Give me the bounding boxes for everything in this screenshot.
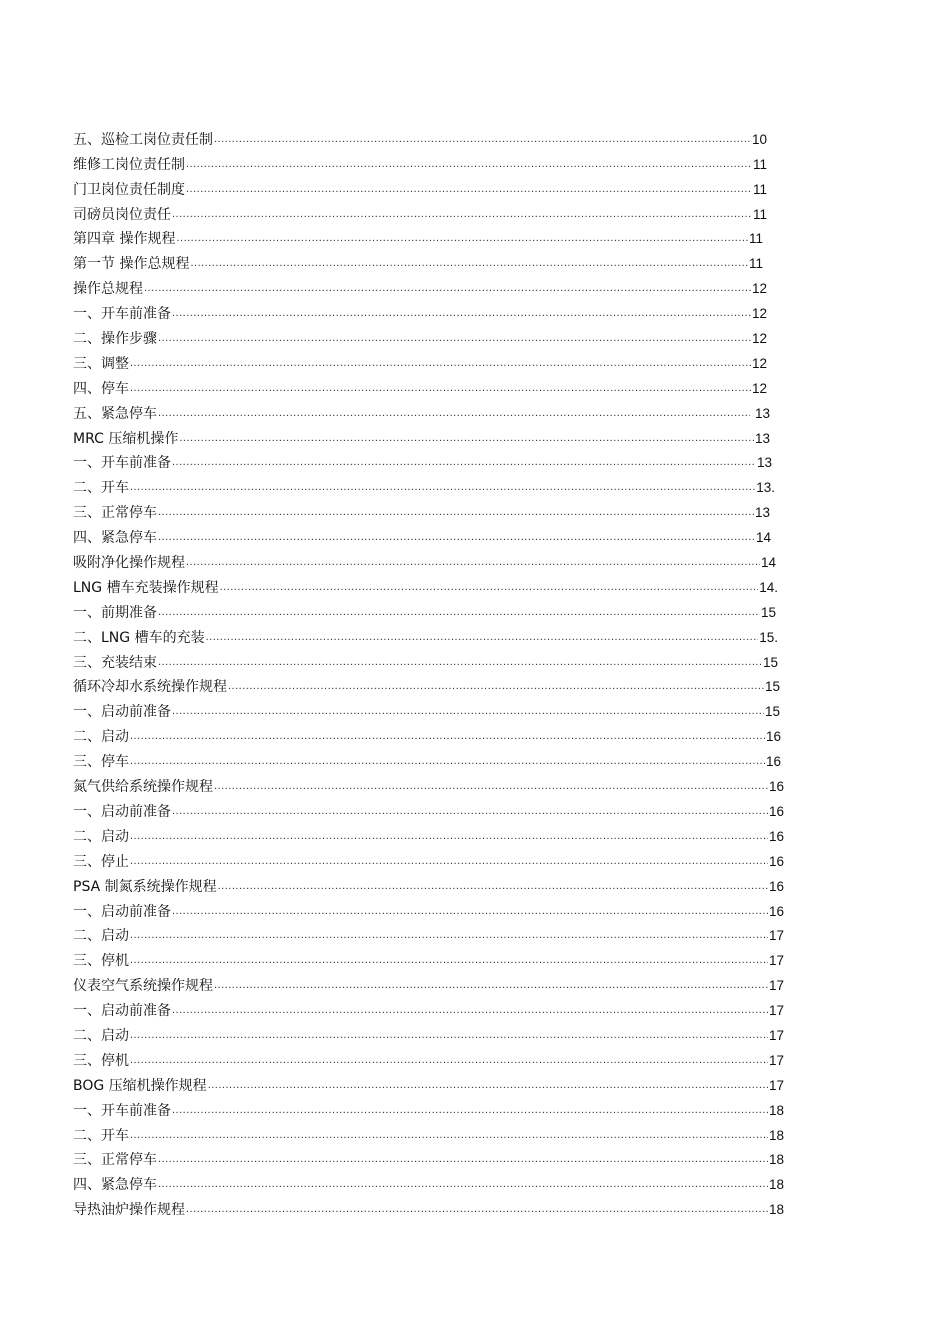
toc-entry-title: BOG 压缩机操作规程 — [73, 1077, 207, 1094]
toc-dot-leader — [130, 381, 751, 395]
toc-entry-title: 一、开车前准备 — [73, 1102, 171, 1119]
toc-entry-title: 四、停车 — [73, 380, 129, 397]
toc-entry-title: 三、停机 — [73, 953, 129, 970]
toc-dot-leader — [220, 580, 759, 594]
toc-entry[interactable] — [73, 472, 775, 497]
toc-entry[interactable] — [73, 896, 784, 921]
toc-entry[interactable] — [73, 547, 776, 572]
toc-entry-page-number: 17 — [768, 1052, 784, 1068]
toc-entry[interactable] — [73, 373, 767, 398]
toc-entry[interactable] — [73, 423, 770, 448]
toc-dot-leader — [130, 928, 768, 942]
toc-entry-page-number: 12 — [751, 331, 767, 347]
toc-entry-page-number: 17 — [768, 1027, 784, 1043]
toc-entry-title: 三、停止 — [73, 853, 129, 870]
toc-dot-leader — [186, 1202, 768, 1216]
toc-entry-title: 一、开车前准备 — [73, 306, 171, 323]
toc-entry[interactable] — [73, 1194, 784, 1219]
toc-entry-page-number: 15 — [764, 704, 780, 720]
toc-entry-title: 五、紧急停车 — [73, 405, 157, 422]
toc-entry-page-number: 11 — [752, 181, 767, 197]
toc-dot-leader — [130, 480, 755, 494]
toc-dot-leader — [172, 1003, 768, 1017]
toc-entry-page-number: 11 — [752, 206, 767, 222]
toc-entry-page-number: 16 — [765, 729, 781, 745]
toc-dot-leader — [206, 630, 759, 644]
toc-dot-leader — [130, 829, 768, 843]
toc-entry-title: 吸附净化操作规程 — [73, 555, 185, 572]
toc-dot-leader — [130, 1028, 768, 1042]
toc-entry[interactable] — [73, 945, 784, 970]
toc-entry-title: 操作总规程 — [73, 281, 143, 298]
toc-dot-leader — [186, 157, 752, 171]
toc-dot-leader — [158, 1152, 768, 1166]
toc-entry[interactable] — [73, 672, 780, 697]
toc-entry[interactable] — [73, 1095, 784, 1120]
toc-entry-title: 三、正常停车 — [73, 505, 157, 522]
toc-entry-page-number: 15 — [760, 604, 776, 620]
toc-dot-leader — [218, 879, 768, 893]
toc-dot-leader — [179, 431, 754, 445]
toc-dot-leader — [130, 1128, 768, 1142]
toc-entry-title: 二、开车 — [73, 480, 129, 497]
toc-entry[interactable] — [73, 572, 778, 597]
toc-entry[interactable] — [73, 871, 784, 896]
toc-entry-title: 一、开车前准备 — [73, 455, 171, 472]
toc-entry-title: 五、巡检工岗位责任制 — [73, 131, 213, 148]
toc-dot-leader — [130, 754, 765, 768]
toc-entry-page-number: 15 — [764, 679, 780, 695]
toc-entry-title: 一、启动前准备 — [73, 704, 171, 721]
toc-entry-page-number: 18 — [768, 1152, 784, 1168]
toc-entry[interactable] — [73, 1169, 784, 1194]
toc-entry[interactable] — [73, 696, 780, 721]
toc-entry-title: 循环冷却水系统操作规程 — [73, 679, 227, 696]
toc-entry-title: PSA 制氮系统操作规程 — [73, 878, 217, 895]
toc-entry[interactable] — [73, 921, 784, 946]
toc-entry[interactable] — [73, 746, 781, 771]
toc-entry-page-number: 11 — [748, 256, 763, 272]
toc-entry-page-number: 16 — [768, 828, 784, 844]
toc-dot-leader — [214, 978, 768, 992]
toc-entry[interactable] — [73, 1145, 784, 1170]
toc-entry-page-number: 12 — [751, 355, 767, 371]
toc-dot-leader — [158, 406, 750, 420]
toc-entry-page-number: 15. — [759, 629, 778, 645]
toc-entry[interactable] — [73, 1020, 784, 1045]
toc-entry[interactable] — [73, 323, 767, 348]
toc-entry-page-number: 17 — [768, 953, 784, 969]
toc-dot-leader — [228, 679, 764, 693]
toc-entry-title: 四、紧急停车 — [73, 1177, 157, 1194]
toc-entry-title: LNG 槽车充装操作规程 — [73, 579, 219, 596]
toc-entry-title: MRC 压缩机操作 — [73, 430, 179, 447]
toc-entry-title: 三、正常停车 — [73, 1152, 157, 1169]
toc-dot-leader — [186, 555, 760, 569]
toc-entry-title: 二、启动 — [73, 828, 129, 845]
toc-entry-title: 维修工岗位责任制 — [73, 156, 185, 173]
toc-dot-leader — [158, 605, 760, 619]
toc-dot-leader — [158, 655, 762, 669]
toc-entry-page-number: 17 — [768, 978, 784, 994]
toc-dot-leader — [130, 729, 765, 743]
toc-entry[interactable] — [73, 622, 778, 647]
toc-dot-leader — [176, 231, 748, 245]
toc-entry-title: 二、操作步骤 — [73, 331, 157, 348]
toc-entry-page-number: 17 — [768, 1077, 784, 1093]
toc-entry-page-number: 13 — [754, 430, 770, 446]
toc-entry-title: 司磅员岗位责任 — [73, 206, 171, 223]
toc-entry-title: 仪表空气系统操作规程 — [73, 978, 213, 995]
toc-entry-page-number: 14. — [759, 579, 778, 595]
toc-entry-page-number: 12 — [751, 281, 767, 297]
toc-entry[interactable] — [73, 398, 770, 423]
toc-entry-page-number: 12 — [751, 306, 767, 322]
toc-entry-page-number: 18 — [768, 1202, 784, 1218]
toc-entry[interactable] — [73, 1070, 784, 1095]
toc-entry-page-number: 16 — [765, 754, 781, 770]
toc-dot-leader — [214, 132, 751, 146]
toc-dot-leader — [130, 953, 768, 967]
toc-entry[interactable] — [73, 273, 767, 298]
toc-entry[interactable] — [73, 248, 763, 273]
toc-entry-page-number: 18 — [768, 1177, 784, 1193]
toc-entry-title: 第四章 操作规程 — [73, 231, 176, 248]
toc-entry-title: 门卫岗位责任制度 — [73, 181, 185, 198]
toc-dot-leader — [144, 281, 751, 295]
toc-dot-leader — [130, 356, 751, 370]
toc-entry[interactable] — [73, 348, 767, 373]
toc-dot-leader — [214, 779, 768, 793]
toc-entry-title: 氮气供给系统操作规程 — [73, 779, 213, 796]
toc-entry-page-number: 17 — [768, 928, 784, 944]
toc-entry-title: 四、紧急停车 — [73, 530, 157, 547]
toc-dot-leader — [172, 1103, 768, 1117]
toc-dot-leader — [158, 505, 754, 519]
toc-entry-title: 二、LNG 槽车的充装 — [73, 629, 205, 646]
toc-entry-title: 三、停车 — [73, 754, 129, 771]
toc-dot-leader — [130, 1053, 768, 1067]
toc-entry-page-number: 10 — [751, 131, 767, 147]
toc-entry[interactable] — [73, 771, 784, 796]
toc-dot-leader — [130, 854, 768, 868]
toc-entry-page-number: 16 — [768, 803, 784, 819]
toc-entry[interactable] — [73, 149, 767, 174]
toc-dot-leader — [208, 1078, 768, 1092]
toc-entry-page-number: 11 — [752, 156, 767, 172]
toc-entry[interactable] — [73, 821, 784, 846]
toc-dot-leader — [172, 704, 764, 718]
toc-entry[interactable] — [73, 522, 771, 547]
toc-entry-page-number: 17 — [768, 1003, 784, 1019]
toc-entry-page-number: 16 — [768, 878, 784, 894]
toc-entry-page-number: 18 — [768, 1102, 784, 1118]
toc-entry[interactable] — [73, 597, 776, 622]
table-of-contents — [73, 124, 793, 1219]
toc-entry-title: 一、启动前准备 — [73, 903, 171, 920]
toc-entry-page-number: 16 — [768, 779, 784, 795]
toc-entry[interactable] — [73, 497, 770, 522]
toc-entry[interactable] — [73, 1120, 784, 1145]
toc-entry[interactable] — [73, 298, 767, 323]
toc-dot-leader — [172, 306, 751, 320]
toc-entry-title: 一、启动前准备 — [73, 803, 171, 820]
toc-dot-leader — [186, 182, 752, 196]
toc-dot-leader — [172, 904, 768, 918]
toc-entry-title: 二、启动 — [73, 1027, 129, 1044]
toc-entry[interactable] — [73, 1045, 784, 1070]
toc-entry-title: 三、停机 — [73, 1052, 129, 1069]
toc-entry[interactable] — [73, 970, 784, 995]
toc-dot-leader — [172, 804, 768, 818]
toc-dot-leader — [158, 331, 751, 345]
toc-entry-page-number: 14 — [755, 530, 771, 546]
toc-entry-title: 第一节 操作总规程 — [73, 256, 190, 273]
toc-entry[interactable] — [73, 721, 781, 746]
toc-entry[interactable] — [73, 174, 767, 199]
toc-entry-page-number: 14 — [760, 555, 776, 571]
toc-dot-leader — [190, 256, 748, 270]
toc-entry-page-number: 12 — [751, 380, 767, 396]
toc-entry-page-number: 13 — [751, 405, 770, 421]
toc-entry-title: 二、开车 — [73, 1127, 129, 1144]
toc-entry-page-number: 15 — [762, 654, 778, 670]
toc-entry[interactable] — [73, 224, 763, 249]
toc-entry-title: 导热油炉操作规程 — [73, 1202, 185, 1219]
toc-entry-page-number: 13 — [756, 455, 772, 471]
toc-entry[interactable] — [73, 199, 767, 224]
toc-dot-leader — [172, 207, 752, 221]
toc-entry-title: 二、启动 — [73, 928, 129, 945]
toc-entry-page-number: 16 — [768, 853, 784, 869]
toc-dot-leader — [158, 1177, 768, 1191]
toc-entry[interactable] — [73, 995, 784, 1020]
toc-entry[interactable] — [73, 796, 784, 821]
toc-entry-page-number: 16 — [768, 903, 784, 919]
toc-entry-title: 三、调整 — [73, 355, 129, 372]
toc-entry-page-number: 13 — [754, 505, 770, 521]
toc-dot-leader — [172, 455, 756, 469]
toc-entry-page-number: 13. — [756, 480, 775, 496]
toc-entry-title: 一、前期准备 — [73, 604, 157, 621]
toc-entry[interactable] — [73, 647, 778, 672]
toc-entry-title: 一、启动前准备 — [73, 1003, 171, 1020]
toc-entry-page-number: 11 — [748, 231, 763, 247]
toc-entry[interactable] — [73, 124, 767, 149]
toc-dot-leader — [158, 530, 755, 544]
toc-entry-title: 二、启动 — [73, 729, 129, 746]
toc-entry[interactable] — [73, 448, 772, 473]
toc-entry[interactable] — [73, 846, 784, 871]
toc-entry-page-number: 18 — [768, 1127, 784, 1143]
toc-entry-title: 三、充装结束 — [73, 654, 157, 671]
